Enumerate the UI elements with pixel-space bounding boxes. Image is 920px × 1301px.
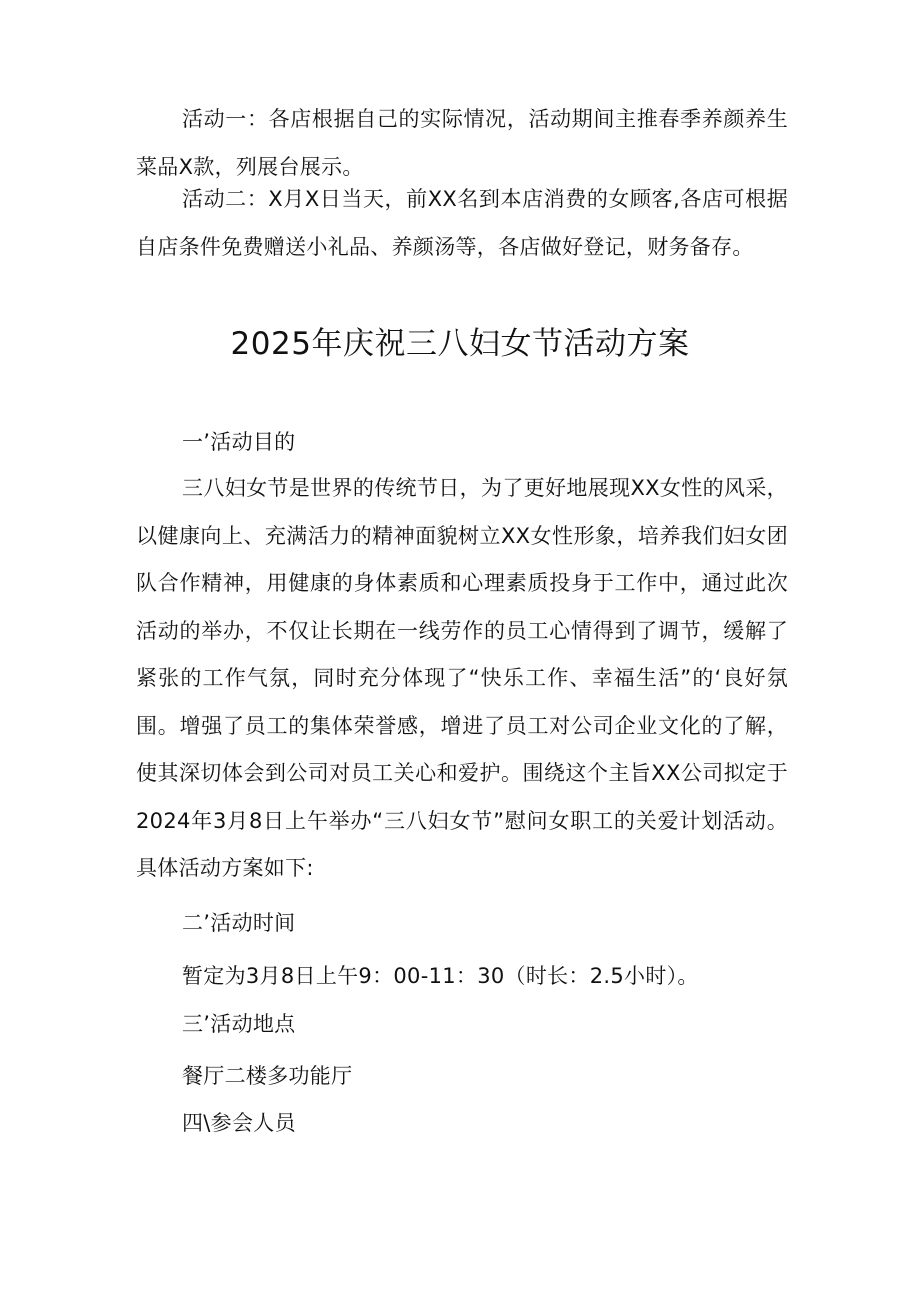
document-title: 2025年庆祝三八妇女节活动方案: [230, 326, 690, 362]
activity-one-paragraph: 活动一：各店根据自己的实际情况，活动期间主推春季养颜养生菜品X款，列展台展示。: [136, 107, 788, 179]
purpose-paragraph: 三八妇女节是世界的传统节日，为了更好地展现XX女性的风采，以健康向上、充满活力的精神面貌树立XX女性形象，培养我们妇女团队合作精神，用健康的身体素质和心理素质投身于工作中，通过此次活动的举办，不仅让长期在一线劳作的员工心情得到了调节，缓解了紧张的工作气氛，同时充分体现了“快乐工作、幸福生活”的‘良好氛围。增强了员工的集体荣誉感，增进了员工对公司企业文化的了解，使其深切体会到公司对员工关心和爱护。围绕这个主旨XX公司拟定于2024年3月8日上午举办“三八妇女节”慰问女职工的关爱计划活动。具体活动方案如下:: [136, 476, 788, 880]
location-paragraph: 餐厅二楼多功能厅: [182, 1064, 353, 1088]
section-heading-location: 三’活动地点: [182, 1012, 296, 1036]
section-heading-purpose: 一’活动目的: [182, 430, 296, 454]
time-paragraph: 暂定为3月8日上午9：00-11：30（时长：2.5小时）。: [182, 964, 699, 988]
section-heading-time: 二’活动时间: [182, 911, 296, 935]
section-heading-attendees: 四\参会人员: [182, 1111, 296, 1135]
activity-two-paragraph: 活动二：X月X日当天，前XX名到本店消费的女顾客,各店可根据自店条件免费赠送小礼品、养颜汤等，各店做好登记，财务备存。: [136, 187, 788, 259]
